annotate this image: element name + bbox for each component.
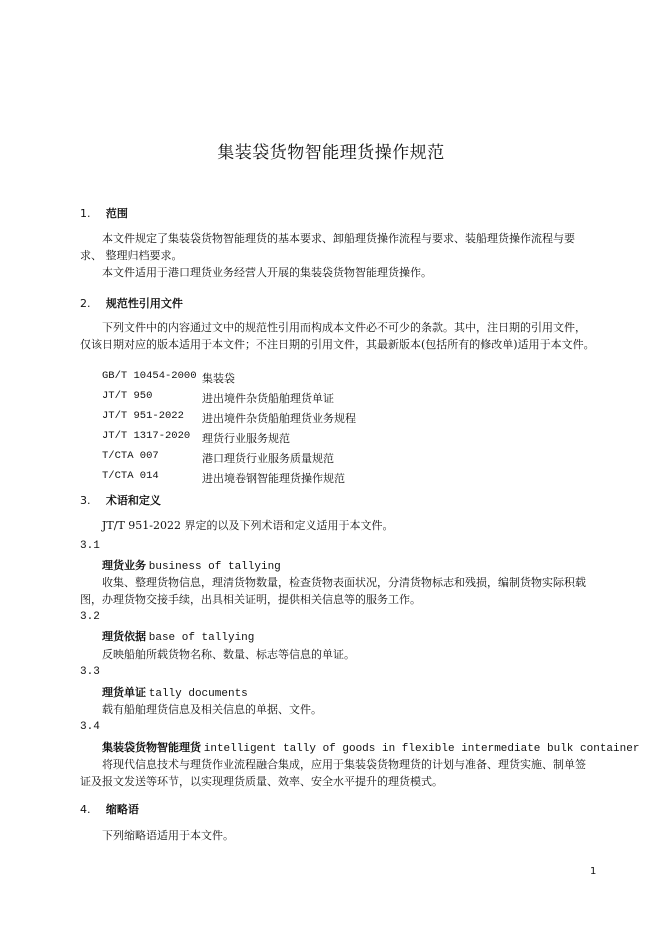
section-title: 规范性引用文件	[105, 297, 183, 310]
section-number: 1.	[80, 207, 91, 220]
term-heading	[102, 739, 639, 755]
section-number: 3.	[80, 494, 91, 507]
term-definition: 收集、整理货物信息，理清货物数量，检查货物表面状况，分清货物标志和残损，编制货物实际积载图，办理货物交接手续，出具相关证明，提供相关信息等的服务工作。	[80, 576, 586, 606]
section-title: 术语和定义	[105, 494, 161, 507]
section-title: 范围	[105, 207, 128, 220]
document-title: 集装袋货物智能理货操作规范	[217, 143, 445, 163]
reference-item	[102, 410, 356, 430]
reference-list	[102, 370, 356, 490]
term-number: 3.4	[80, 721, 100, 733]
scope-paragraph-1: 本文件规定了集装袋货物智能理货的基本要求、卸船理货操作流程与要求、装船理货操作流程与要求、 整理归档要求。	[80, 232, 575, 262]
term-english: intelligent tally of goods in flexible intermediate bulk container	[203, 743, 640, 755]
section-heading-terms	[80, 492, 161, 508]
section-heading-normative	[80, 295, 183, 311]
normative-intro: 下列文件中的内容通过文中的规范性引用而构成本文件必不可少的条款。其中，注日期的引用文件，仅该日期对应的版本适用于本文件；不注日期的引用文件，其最新版本(包括所有的修改单)适用于本文件。	[80, 321, 595, 351]
term-chinese: 理货业务	[102, 559, 146, 572]
reference-title: 进出境件杂货船舶理货业务规程	[202, 412, 356, 425]
term-chinese: 理货依据	[102, 630, 146, 643]
term-english: tally documents	[148, 688, 248, 700]
section-number: 4.	[80, 803, 91, 816]
reference-code: T/CTA 014	[102, 470, 159, 482]
reference-item	[102, 470, 356, 490]
reference-item	[102, 450, 356, 470]
term-heading	[102, 684, 248, 700]
terms-intro: JT/T 951-2022 界定的以及下列术语和定义适用于本文件。	[102, 519, 394, 532]
term-definition: 载有船舶理货信息及相关信息的单据、文件。	[102, 703, 322, 716]
term-number: 3.1	[80, 540, 100, 552]
reference-title: 集装袋	[202, 372, 235, 385]
term-number: 3.3	[80, 666, 100, 678]
reference-code: GB/T 10454-2000	[102, 370, 197, 382]
reference-item	[102, 390, 356, 410]
term-chinese: 理货单证	[102, 686, 146, 699]
abbreviations-intro: 下列缩略语适用于本文件。	[102, 829, 234, 842]
section-heading-abbreviations	[80, 801, 139, 817]
reference-code: JT/T 951-2022	[102, 410, 184, 422]
section-number: 2.	[80, 297, 91, 310]
term-chinese: 集装袋货物智能理货	[102, 741, 201, 754]
reference-code: JT/T 950	[102, 390, 153, 402]
term-heading	[102, 628, 254, 644]
term-definition: 将现代信息技术与理货作业流程融合集成，应用于集装袋货物理货的计划与准备、理货实施、制单签证及报文发送等环节，以实现理货质量、效率、安全水平提升的理货模式。	[80, 758, 586, 788]
reference-item	[102, 430, 356, 450]
reference-code: JT/T 1317-2020	[102, 430, 191, 442]
section-heading-scope	[80, 205, 128, 221]
term-english: business of tallying	[148, 561, 281, 573]
reference-code: T/CTA 007	[102, 450, 159, 462]
reference-title: 进出境件杂货船舶理货单证	[202, 392, 334, 405]
scope-paragraph-2: 本文件适用于港口理货业务经营人开展的集装袋货物智能理货操作。	[102, 266, 432, 279]
term-number: 3.2	[80, 611, 100, 623]
reference-title: 理货行业服务规范	[202, 432, 290, 445]
reference-item	[102, 370, 356, 390]
section-title: 缩略语	[105, 803, 139, 816]
reference-title: 港口理货行业服务质量规范	[202, 452, 334, 465]
term-english: base of tallying	[148, 632, 255, 644]
term-heading	[102, 557, 281, 573]
reference-title: 进出境卷钢智能理货操作规范	[202, 472, 345, 485]
term-definition: 反映船舶所载货物名称、数量、标志等信息的单证。	[102, 648, 355, 661]
page-number: 1	[590, 866, 597, 877]
